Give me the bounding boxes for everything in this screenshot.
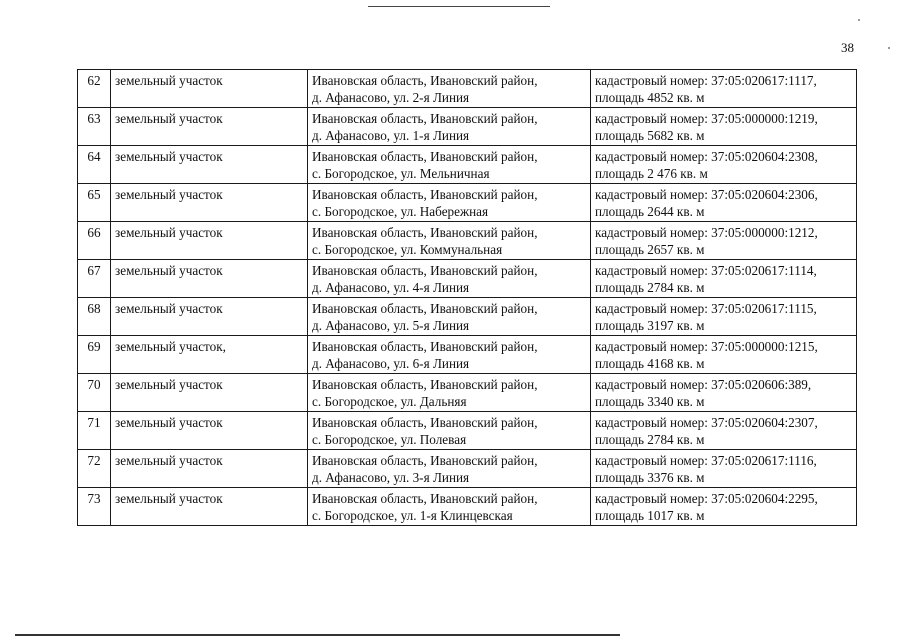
object-type-cell [111, 374, 308, 412]
footer-rule [15, 634, 620, 636]
table-row [78, 488, 857, 526]
cadastral-details-cell-text: площадь 2784 кв. м [595, 280, 705, 295]
address-cell-text: Ивановская область, Ивановский район, [312, 263, 538, 278]
address-cell-text: с. Богородское, ул. Коммунальная [312, 242, 503, 257]
row-number-cell-text: 69 [87, 339, 101, 354]
cadastral-details-cell-text: кадастровый номер: 37:05:000000:1215, [595, 339, 818, 354]
row-number-cell-text: 71 [87, 415, 101, 430]
cadastral-details-cell-text: кадастровый номер: 37:05:020617:1116, [595, 453, 817, 468]
header-rule [368, 6, 550, 7]
cadastral-details-cell-text: кадастровый номер: 37:05:000000:1219, [595, 111, 818, 126]
address-cell-text: д. Афанасово, ул. 6-я Линия [312, 356, 470, 371]
object-type-cell-text: земельный участок [115, 301, 223, 316]
row-number-cell [78, 298, 111, 336]
table-row [78, 146, 857, 184]
row-number-cell-text: 65 [87, 187, 101, 202]
address-cell-text: д. Афанасово, ул. 4-я Линия [312, 280, 470, 295]
address-cell-text: Ивановская область, Ивановский район, [312, 415, 538, 430]
object-type-cell-text: земельный участок [115, 111, 223, 126]
scan-speck [888, 47, 890, 49]
land-plot-table [77, 69, 857, 526]
cadastral-details-cell [591, 146, 857, 184]
address-cell [308, 184, 591, 222]
address-cell-text: д. Афанасово, ул. 1-я Линия [312, 128, 470, 143]
cadastral-details-cell-text: площадь 5682 кв. м [595, 128, 705, 143]
cadastral-details-cell [591, 488, 857, 526]
address-cell-text: Ивановская область, Ивановский район, [312, 225, 538, 240]
address-cell-text: с. Богородское, ул. Набережная [312, 204, 489, 219]
object-type-cell [111, 108, 308, 146]
object-type-cell-text: земельный участок [115, 73, 223, 88]
object-type-cell-text: земельный участок [115, 415, 223, 430]
object-type-cell [111, 488, 308, 526]
object-type-cell [111, 222, 308, 260]
cadastral-details-cell-text: площадь 1017 кв. м [595, 508, 705, 523]
cadastral-details-cell [591, 412, 857, 450]
address-cell-text: Ивановская область, Ивановский район, [312, 149, 538, 164]
table-row [78, 70, 857, 108]
cadastral-details-cell-text: кадастровый номер: 37:05:020617:1114, [595, 263, 817, 278]
row-number-cell-text: 72 [87, 453, 101, 468]
address-cell-text: с. Богородское, ул. Полевая [312, 432, 467, 447]
object-type-cell [111, 70, 308, 108]
address-cell [308, 374, 591, 412]
row-number-cell-text: 70 [87, 377, 101, 392]
row-number-cell-text: 66 [87, 225, 101, 240]
address-cell [308, 336, 591, 374]
address-cell [308, 488, 591, 526]
address-cell [308, 222, 591, 260]
address-cell-text: д. Афанасово, ул. 2-я Линия [312, 90, 470, 105]
object-type-cell-text: земельный участок, [115, 339, 226, 354]
cadastral-details-cell-text: кадастровый номер: 37:05:020606:389, [595, 377, 812, 392]
table-row [78, 336, 857, 374]
table-body [78, 70, 857, 526]
cadastral-details-cell-text: кадастровый номер: 37:05:020604:2295, [595, 491, 818, 506]
object-type-cell-text: земельный участок [115, 149, 223, 164]
address-cell [308, 146, 591, 184]
cadastral-details-cell [591, 298, 857, 336]
row-number-cell [78, 260, 111, 298]
row-number-cell [78, 336, 111, 374]
object-type-cell-text: земельный участок [115, 377, 223, 392]
scan-speck [858, 19, 860, 21]
row-number-cell-text: 67 [87, 263, 101, 278]
row-number-cell-text: 63 [87, 111, 101, 126]
address-cell-text: с. Богородское, ул. 1-я Клинцевская [312, 508, 513, 523]
address-cell [308, 298, 591, 336]
address-cell-text: Ивановская область, Ивановский район, [312, 377, 538, 392]
cadastral-details-cell-text: площадь 4852 кв. м [595, 90, 705, 105]
row-number-cell [78, 146, 111, 184]
page-number: 38 [841, 40, 854, 55]
cadastral-details-cell-text: кадастровый номер: 37:05:000000:1212, [595, 225, 818, 240]
table-row [78, 374, 857, 412]
cadastral-details-cell-text: площадь 2657 кв. м [595, 242, 705, 257]
row-number-cell [78, 412, 111, 450]
cadastral-details-cell-text: кадастровый номер: 37:05:020604:2307, [595, 415, 818, 430]
cadastral-details-cell-text: площадь 3376 кв. м [595, 470, 705, 485]
address-cell-text: Ивановская область, Ивановский район, [312, 491, 538, 506]
object-type-cell-text: земельный участок [115, 187, 223, 202]
cadastral-details-cell [591, 260, 857, 298]
table-row [78, 450, 857, 488]
cadastral-details-cell-text: кадастровый номер: 37:05:020604:2308, [595, 149, 818, 164]
cadastral-details-cell-text: площадь 2 476 кв. м [595, 166, 708, 181]
cadastral-details-cell [591, 336, 857, 374]
address-cell-text: д. Афанасово, ул. 3-я Линия [312, 470, 470, 485]
cadastral-details-cell-text: площадь 2784 кв. м [595, 432, 705, 447]
cadastral-details-cell-text: площадь 3340 кв. м [595, 394, 705, 409]
address-cell [308, 70, 591, 108]
row-number-cell [78, 374, 111, 412]
table-row [78, 260, 857, 298]
address-cell-text: д. Афанасово, ул. 5-я Линия [312, 318, 470, 333]
address-cell [308, 412, 591, 450]
cadastral-details-cell [591, 374, 857, 412]
cadastral-details-cell-text: площадь 3197 кв. м [595, 318, 705, 333]
address-cell [308, 450, 591, 488]
address-cell-text: с. Богородское, ул. Дальняя [312, 394, 467, 409]
row-number-cell [78, 488, 111, 526]
cadastral-details-cell [591, 450, 857, 488]
address-cell-text: Ивановская область, Ивановский район, [312, 301, 538, 316]
cadastral-details-cell [591, 222, 857, 260]
address-cell-text: с. Богородское, ул. Мельничная [312, 166, 490, 181]
address-cell-text: Ивановская область, Ивановский район, [312, 73, 538, 88]
cadastral-details-cell-text: кадастровый номер: 37:05:020617:1117, [595, 73, 817, 88]
object-type-cell [111, 336, 308, 374]
row-number-cell [78, 184, 111, 222]
address-cell [308, 260, 591, 298]
row-number-cell-text: 64 [87, 149, 101, 164]
object-type-cell [111, 146, 308, 184]
cadastral-details-cell [591, 184, 857, 222]
object-type-cell-text: земельный участок [115, 453, 223, 468]
object-type-cell [111, 184, 308, 222]
row-number-cell-text: 73 [87, 491, 101, 506]
row-number-cell [78, 108, 111, 146]
cadastral-details-cell-text: кадастровый номер: 37:05:020617:1115, [595, 301, 817, 316]
object-type-cell-text: земельный участок [115, 225, 223, 240]
table-row [78, 108, 857, 146]
address-cell-text: Ивановская область, Ивановский район, [312, 453, 538, 468]
cadastral-details-cell [591, 70, 857, 108]
object-type-cell-text: земельный участок [115, 491, 223, 506]
address-cell-text: Ивановская область, Ивановский район, [312, 111, 538, 126]
row-number-cell-text: 68 [87, 301, 101, 316]
cadastral-details-cell-text: кадастровый номер: 37:05:020604:2306, [595, 187, 818, 202]
object-type-cell [111, 260, 308, 298]
row-number-cell [78, 450, 111, 488]
object-type-cell [111, 450, 308, 488]
row-number-cell [78, 70, 111, 108]
object-type-cell-text: земельный участок [115, 263, 223, 278]
address-cell-text: Ивановская область, Ивановский район, [312, 339, 538, 354]
address-cell [308, 108, 591, 146]
table-row [78, 298, 857, 336]
address-cell-text: Ивановская область, Ивановский район, [312, 187, 538, 202]
object-type-cell [111, 298, 308, 336]
cadastral-details-cell [591, 108, 857, 146]
cadastral-details-cell-text: площадь 2644 кв. м [595, 204, 705, 219]
row-number-cell-text: 62 [87, 73, 101, 88]
object-type-cell [111, 412, 308, 450]
table-row [78, 222, 857, 260]
row-number-cell [78, 222, 111, 260]
cadastral-details-cell-text: площадь 4168 кв. м [595, 356, 705, 371]
table-row [78, 184, 857, 222]
table-row [78, 412, 857, 450]
